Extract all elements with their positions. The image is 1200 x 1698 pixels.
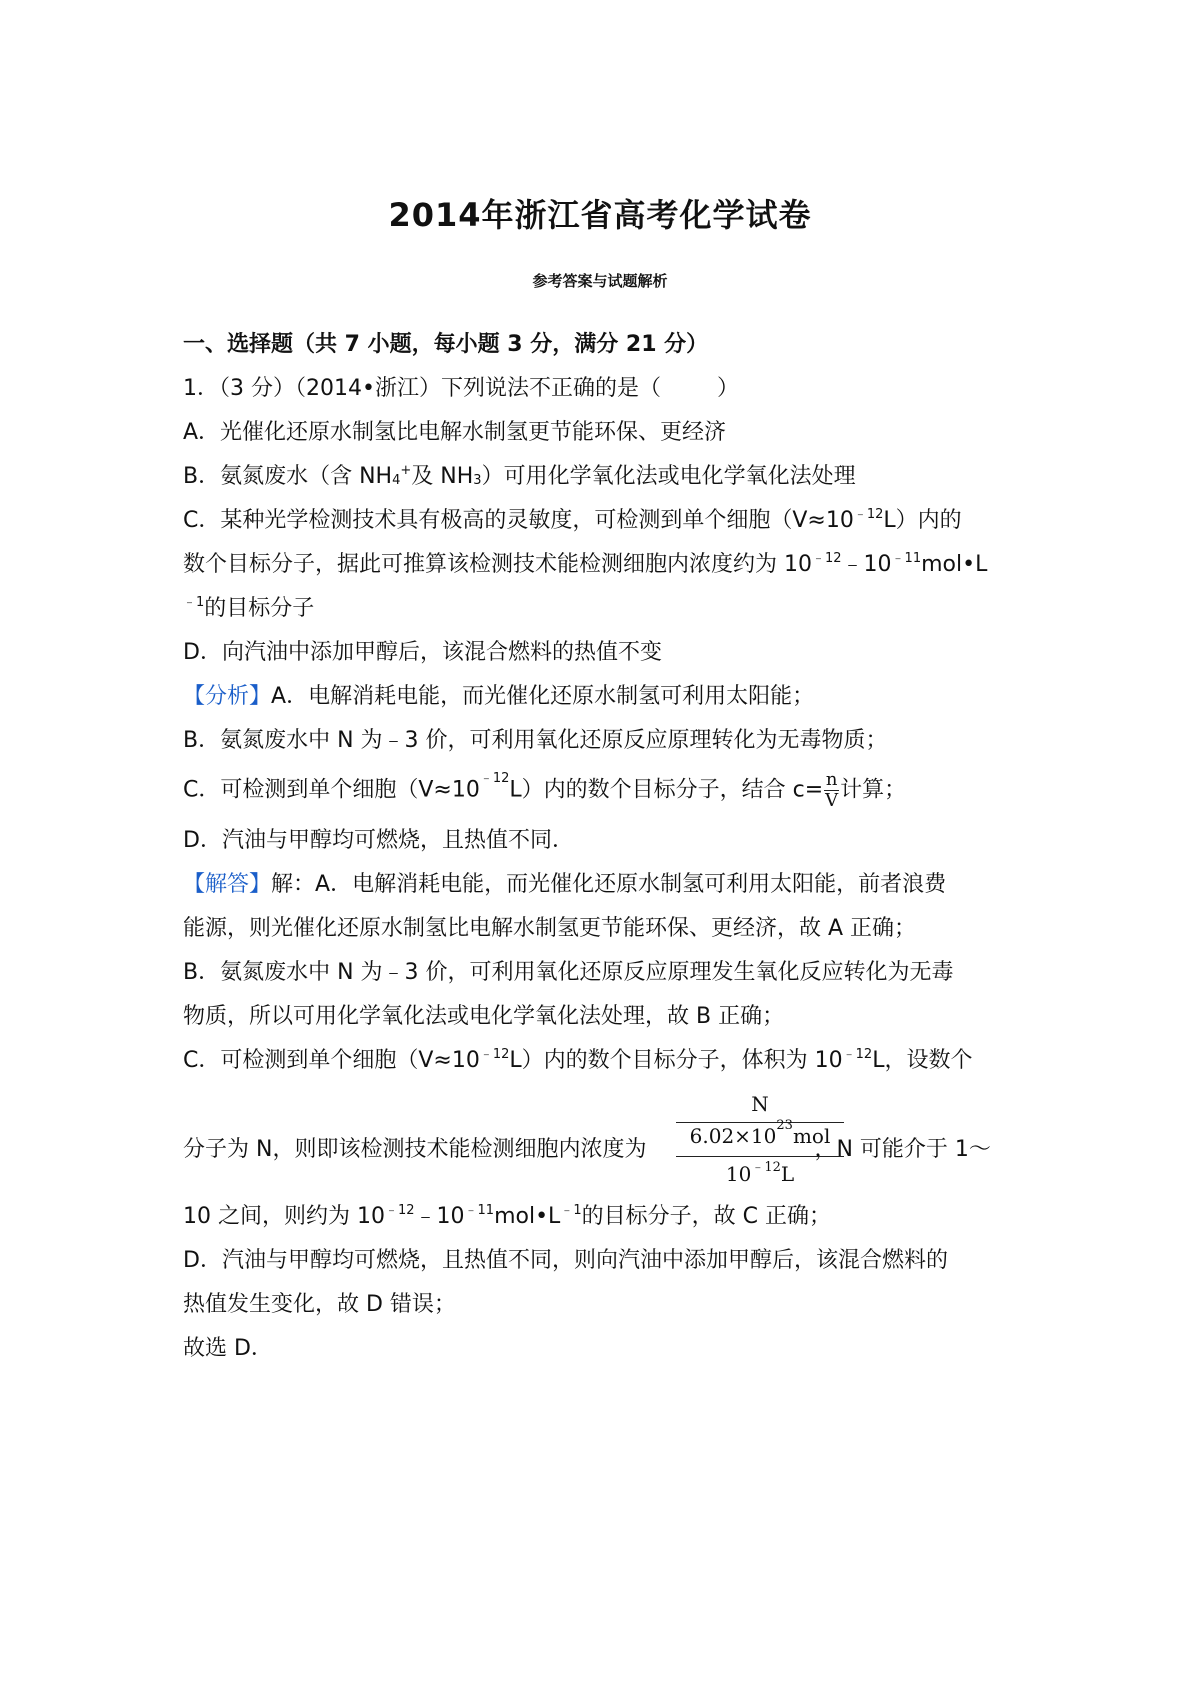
page-title: 2014年浙江省高考化学试卷: [388, 196, 812, 234]
option-b: [183, 462, 1023, 492]
solution-text: L）内的数个目标分子，体积为 10: [509, 1048, 843, 1073]
fraction-numerator: N: [751, 1092, 769, 1116]
fraction-denominator: [676, 1162, 844, 1186]
solution-text: C．可检测到单个细胞（V≈10: [183, 1048, 480, 1073]
solution-sup: ﹣12: [479, 1047, 510, 1062]
analysis-text: A．电解消耗电能，而光催化还原水制氢可利用太阳能；: [271, 684, 815, 709]
analysis-text: 计算；: [840, 777, 907, 803]
option-c-sup: ﹣12: [812, 551, 842, 566]
option-c-text: 数个目标分子，据此可推算该检测技术能检测细胞内浓度约为 10: [183, 552, 812, 577]
litre-unit: L: [780, 1162, 795, 1186]
mol-unit: mol: [792, 1124, 831, 1148]
solution-sup: ﹣11: [464, 1203, 495, 1218]
analysis-tag: 【分析】: [183, 684, 272, 709]
option-c-text: ﹣10: [841, 552, 892, 577]
solution-text: L，设数个: [872, 1048, 973, 1073]
formula-numerator: n: [825, 769, 838, 790]
solution-a-line-1: [183, 870, 1023, 900]
option-a: A．光催化还原水制氢比电解水制氢更节能环保、更经济: [183, 420, 727, 445]
option-c-sup: ﹣1: [183, 595, 205, 610]
solution-text: mol•L: [494, 1204, 561, 1229]
option-c-text: mol•L: [921, 552, 988, 577]
option-c-line-2: [183, 550, 1023, 580]
volume-base: 10: [725, 1162, 752, 1186]
stem-suffix: ）: [716, 376, 739, 401]
solution-d-line-1: D．汽油与甲醇均可燃烧，且热值不同，则向汽油中添加甲醇后，该混合燃料的: [183, 1248, 948, 1273]
option-c-sup: ﹣12: [853, 507, 884, 522]
final-answer: 故选 D．: [183, 1336, 273, 1361]
option-b-text-1: B．氨氮废水（含 NH: [183, 464, 393, 489]
solution-b-line-2: 物质，所以可用化学氧化法或电化学氧化法处理，故 B 正确；: [183, 1004, 785, 1029]
option-b-sub-2: 3: [473, 473, 482, 488]
solution-b-line-1: B．氨氮废水中 N 为﹣3 价，可利用氧化还原反应原理发生氧化反应转化为无毒: [183, 960, 954, 985]
solution-sup: ﹣1: [560, 1203, 582, 1218]
option-d: D．向汽油中添加甲醇后，该混合燃料的热值不变: [183, 640, 662, 665]
analysis-text: L）内的数个目标分子，结合 c=: [509, 777, 824, 803]
analysis-b: B．氨氮废水中 N 为﹣3 价，可利用氧化还原反应原理转化为无毒物质；: [183, 728, 888, 753]
solution-text: 10 之间，则约为 10: [183, 1204, 385, 1229]
concentration-formula: [823, 770, 840, 811]
stem-prefix: 1．（3 分）（2014•浙江）下列说法不正确的是（: [183, 376, 661, 401]
analysis-a: [183, 682, 1023, 712]
option-c-sup: ﹣11: [891, 551, 922, 566]
analysis-text: C．可检测到单个细胞（V≈10: [183, 777, 480, 803]
question-stem: [183, 374, 1023, 404]
section-heading: 一、选择题（共 7 小题，每小题 3 分，满分 21 分）: [183, 332, 709, 357]
option-c-text: C．某种光学检测技术具有极高的灵敏度，可检测到单个细胞（V≈10: [183, 508, 854, 533]
option-b-text-2: 及 NH: [411, 464, 474, 489]
option-b-sup-1: +: [400, 463, 412, 478]
solution-sup: ﹣12: [842, 1047, 873, 1062]
analysis-sup: ﹣12: [479, 771, 510, 786]
fraction-molar-term: [676, 1118, 844, 1148]
analysis-d: D．汽油与甲醇均可燃烧，且热值不同．: [183, 828, 574, 853]
option-c-text: L）内的: [883, 508, 962, 533]
solution-c-line-2: [183, 1135, 1023, 1165]
option-c-text: 的目标分子: [204, 596, 315, 621]
avogadro-exponent: 23: [776, 1118, 793, 1133]
solution-text: ﹣10: [414, 1204, 465, 1229]
solution-tag: 【解答】: [183, 872, 272, 897]
page-subtitle: 参考答案与试题解析: [532, 272, 668, 290]
formula-denominator: V: [825, 790, 839, 811]
fraction-bar-main: [676, 1156, 844, 1157]
option-b-sub-1: 4: [392, 473, 401, 488]
solution-text: 的目标分子，故 C 正确；: [581, 1204, 831, 1229]
solution-text: ，N 可能介于 1～: [814, 1137, 991, 1162]
solution-c-line-1: [183, 1046, 1023, 1076]
solution-c-line-3: [183, 1202, 1023, 1232]
option-c-line-1: [183, 506, 1023, 536]
solution-text: 分子为 N，则即该检测技术能检测细胞内浓度为: [183, 1137, 647, 1162]
avogadro-base: 6.02×10: [689, 1124, 777, 1148]
analysis-c: [183, 770, 1023, 811]
volume-exponent: ﹣12: [751, 1160, 781, 1175]
fraction-bar-inner: [676, 1122, 844, 1123]
option-b-text-3: ）可用化学氧化法或电化学氧化法处理: [481, 464, 856, 489]
solution-sup: ﹣12: [384, 1203, 415, 1218]
option-c-line-3: [183, 594, 1023, 624]
solution-a-line-2: 能源，则光催化还原水制氢比电解水制氢更节能环保、更经济，故 A 正确；: [183, 916, 917, 941]
solution-text: 解：A．电解消耗电能，而光催化还原水制氢可利用太阳能，前者浪费: [271, 872, 947, 897]
solution-d-line-2: 热值发生变化，故 D 错误；: [183, 1292, 456, 1317]
